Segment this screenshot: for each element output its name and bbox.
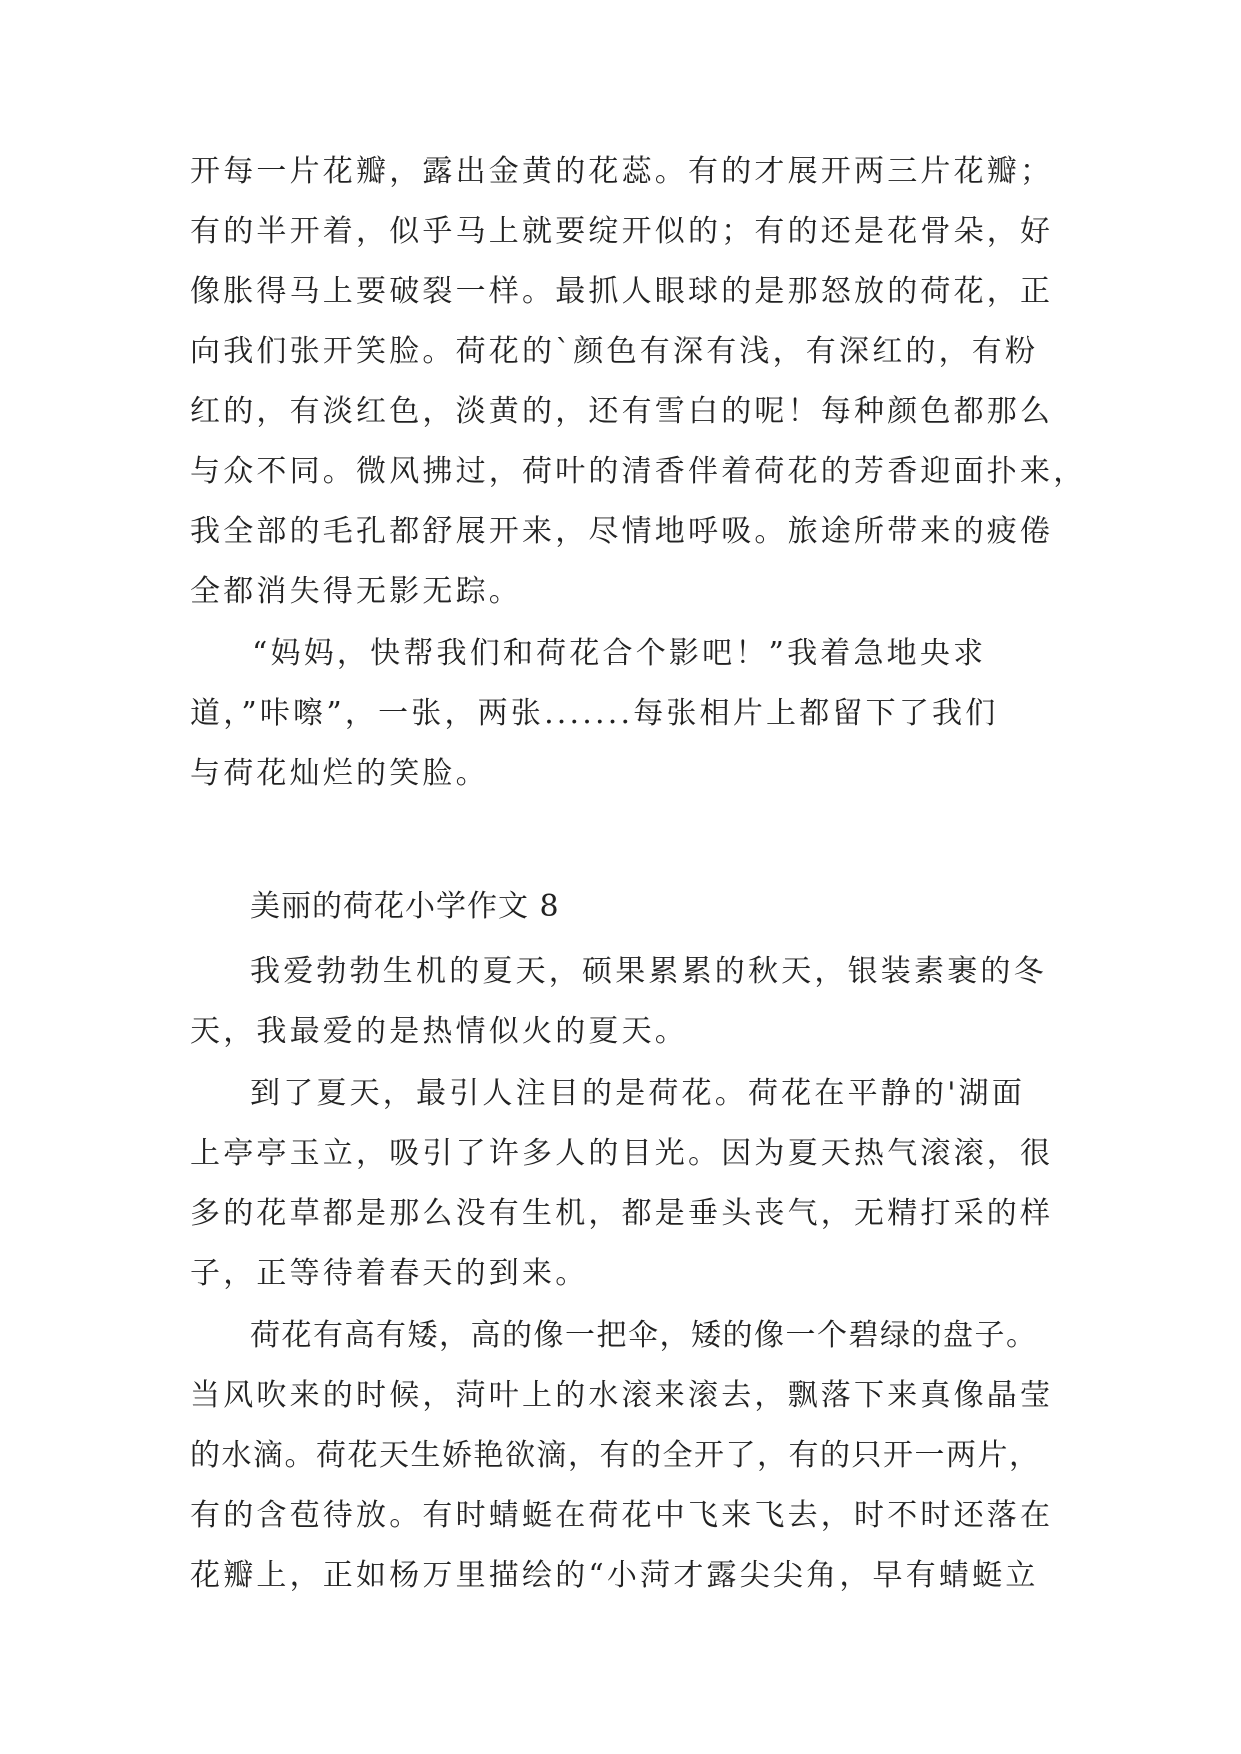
paragraph-line: 上亭亭玉立，吸引了许多人的目光。因为夏天热气滚滚，很 [190,1136,1054,1171]
paragraph-line: 有的含苞待放。有时蜻蜓在荷花中飞来飞去，时不时还落在 [190,1498,1054,1533]
paragraph-line: 到了夏天，最引人注目的是荷花。荷花在平静的'湖面 [250,1076,1026,1111]
paragraph-line: 我全部的毛孔都舒展开来，尽情地呼吸。旅途所带来的疲倦 [190,514,1054,549]
paragraph-line: 向我们张开笑脸。荷花的`颜色有深有浅，有深红的，有粉 [190,334,1039,369]
paragraph-line: 与荷花灿烂的笑脸。 [190,756,489,791]
paragraph-line: 红的，有淡红色，淡黄的，还有雪白的呢！每种颜色都那么 [190,394,1054,429]
paragraph-line: 子，正等待着春天的到来。 [190,1256,589,1291]
paragraph-line: 我爱勃勃生机的夏天，硕果累累的秋天，银装素裹的冬 [250,954,1047,989]
paragraph-line: 与众不同。微风拂过，荷叶的清香伴着荷花的芳香迎面扑来， [190,454,1087,489]
paragraph-line: 荷花有高有矮，高的像一把伞，矮的像一个碧绿的盘子。 [250,1318,1038,1353]
paragraph-line: 像胀得马上要破裂一样。最抓人眼球的是那怒放的荷花，正 [190,274,1054,309]
paragraph-line: 开每一片花瓣，露出金黄的花蕊。有的才展开两三片花瓣； [190,154,1054,189]
paragraph-line: 天，我最爱的是热情似火的夏天。 [190,1014,688,1049]
paragraph-line: 当风吹来的时候，菏叶上的水滚来滚去，飘落下来真像晶莹 [190,1378,1054,1413]
paragraph-line: 道，”咔嚓”，一张，两张.......每张相片上都留下了我们 [190,696,999,731]
paragraph-line: 的水滴。荷花天生娇艳欲滴，有的全开了，有的只开一两片， [190,1438,1041,1473]
paragraph-line: “妈妈，快帮我们和荷花合个影吧！”我着急地央求 [252,636,987,671]
paragraph-line: 花瓣上，正如杨万里描绘的“小菏才露尖尖角，早有蜻蜓立 [190,1558,1039,1593]
paragraph-line: 全都消失得无影无踪。 [190,574,522,609]
essay-heading: 美丽的荷花小学作文 8 [250,889,560,924]
paragraph-line: 多的花草都是那么没有生机，都是垂头丧气，无精打采的样 [190,1196,1054,1231]
paragraph-line: 有的半开着，似乎马上就要绽开似的；有的还是花骨朵，好 [190,214,1054,249]
